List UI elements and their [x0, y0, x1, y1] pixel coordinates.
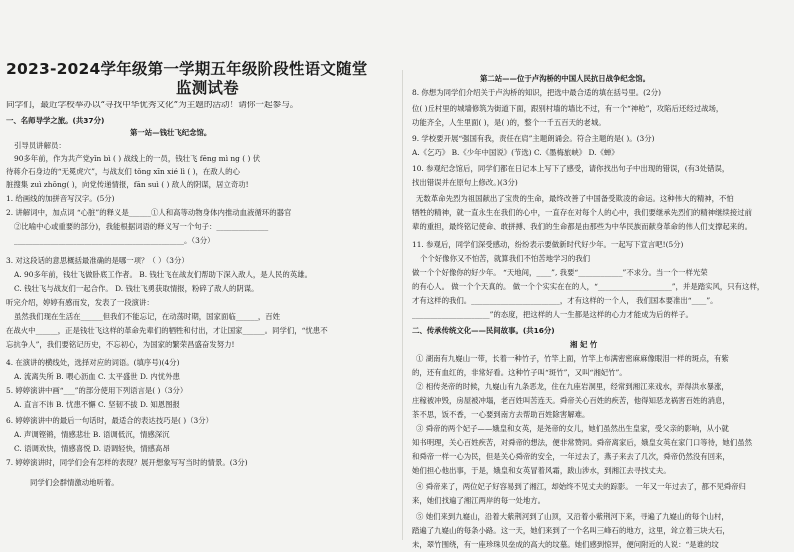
right-lines-text: ⑤ 她们来到九嶷山，沿着大紫荆河到了山顶，又沿着小紫荆河下来，寻遍了九嶷山的每个山村， [416, 512, 729, 521]
left-lines-text: 2. 讲解词中，加点词 “心脏”的释义是______①人和高等动物身体内推动血液循环的器官 [6, 208, 292, 217]
right-lines-text: ② 相传尧帝的时候，九嶷山有九条恶龙，住在九座岩洞里，经常到湘江来戏水，弄得洪水暴涨， [416, 382, 729, 391]
left-lines-text: 忘抗争人”，我们要铭记历史，不忘初心，为国家的繁荣昌盛奋发努力! [6, 340, 235, 349]
right-lines-text: 第二站——位于卢沟桥的中国人民抗日战争纪念馆。 [480, 74, 650, 83]
right-lines-text: 找出错误并在原句上修改。)(3分) [412, 178, 518, 187]
right-lines-text: 11. 参观后，同学们深受感动，纷纷表示要做新时代好少年。一起写下宣言吧!(5分) [412, 240, 684, 249]
right-lines-text: 的有心人。 做一个个天真的。 做一个个实实在在的人，“____________________”，并是踏实风，只有这样， [412, 282, 765, 291]
left-lines-text: C. 语调欢快，情感喜悦 D. 语调轻快，情感高昂 [14, 444, 170, 453]
left-lines-text: 一、名师导学之旅。(共37分) [6, 116, 105, 125]
left-lines-text: 脏搜集 zuì zhōng( )，向党传递情报，fān suì ( ) 敌人的阴谋，居立奇功! [6, 180, 249, 189]
left-lines-text: ②比喻中心或重要的部分)，我能根据词语的释义写一个句子：______________ [14, 222, 269, 231]
left-lines-text: 听完介绍，婷婷有感而发，发表了一段演讲： [6, 298, 154, 307]
right-lines-text: ④ 舜帝来了，两位妃子好容易到了湘江，却始终不见丈夫的踪影。 一年又一年过去了，都不见舜帝归 [416, 482, 746, 491]
left-lines-text: ______________________________________________。（3分） [14, 236, 215, 245]
right-lines-text: 8. 你想为同学们介绍关于卢沟桥的知识，把选中最合适的填在括号里。(2分) [412, 88, 661, 97]
right-lines-text: 位( )丘村里的城墙修筑为街道下面，跟别村墙的墙比不过，有一个“神枪”，攻陷后还经过战场， [412, 104, 724, 113]
right-lines-text: _____________________”的态度，把这样的人一生都是这样的心力才能成为后的样子。 [412, 310, 693, 319]
right-lines-text: 功能齐全，人生里面( )，是( )的，整个一千五百天的老城。 [412, 118, 606, 127]
right-lines-text: 辈的重担，最终铭记使命、敢拼搏、我们的生命都是由那些为中华民族而献身革命的伟人们支撑起来的。 [412, 222, 752, 231]
intro-text: 同学们，最近学校举办以“寻找中华优秀文化”为主题的活动！请你一起参与。 [6, 101, 299, 110]
right-lines-text: 来，她们找遍了湘江两岸的每一处地方。 [412, 496, 546, 505]
page-title-line1: 2023-2024学年级第一学期五年级阶段性语文随堂 [6, 60, 368, 78]
right-lines-text: 无数革命先烈为祖国献出了宝贵的生命，最终改善了中国备受欺凌的命运。这种伟大的精神，不怕 [416, 194, 734, 203]
right-lines-text: 她们担心他出事，于是，娥皇和女英冒着风霜，跋山涉水，到湘江去寻找丈夫。 [412, 466, 671, 475]
left-lines-text: 7. 婷婷演讲时，同学们会有怎样的表现？展开想象写写当时的情景。(3分) [6, 458, 248, 467]
left-lines-text: 引导员讲解员： [14, 141, 66, 150]
left-lines-text: A. 直言不讳 B. 忧患不懈 C. 坚韧不拔 D. 知恩图报 [14, 400, 180, 409]
left-lines-text: 90多年前，作为共产党yǐn bì ( ) 战线上的一员，钱壮飞 fēng mì ng ( ) 伏 [14, 154, 261, 163]
left-lines-text: A. 流离失所 B. 喂心沥血 C. 太平盛世 D. 内忧外患 [14, 372, 180, 381]
left-lines-text: 第一站—钱壮飞纪念馆。 [130, 128, 212, 137]
right-lines-text: ① 湖南有九嶷山一带，长着一种竹子，竹竿上面，竹竿上布满密密麻麻像眼泪一样的斑点，有紫 [416, 354, 729, 363]
right-lines-text: 牺牲的精神，就一直永生在我们的心中，一直存在对每个人的心中，我们要继承先烈们的精神继续接过前 [412, 208, 752, 217]
right-lines-text: 湘 妃 竹 [570, 340, 598, 349]
left-lines-text: 在战火中______，正是钱壮飞这样的革命先辈们的牺牲和付出，才让国家______。同学们，“忧患不 [6, 326, 328, 335]
page-fold-line [402, 70, 403, 540]
right-lines-text: 10. 参观纪念馆后，同学们都在日记本上写下了感受，请你找出句子中出现的错误，(有3处错误， [412, 164, 730, 173]
left-lines-text: 待蒋介石身边的“无冕虎穴”，与战友们 tǒng xīn xié lì ( )，在敌人的心 [6, 167, 240, 176]
left-lines-text: 5. 婷婷演讲中画“___”的部分使用下列语言是( )（3分） [6, 386, 188, 395]
right-lines-text: 未，翠竹围绕，有一座珍珠贝垒成的高大的坟墓。她们感到惊异，便问附近的人说：“是谁的坟 [412, 540, 719, 549]
right-lines-text: 踏遍了九嶷山的每条小路。这一天，她们来到了一个名叫三峰石的地方，这里，耸立着三块大石， [412, 526, 730, 535]
left-lines-text: 6. 婷婷演讲中的最后一句话时，最适合的表达技巧是( )（3分） [6, 416, 213, 425]
right-lines-text: 庄稼被冲毁，房屋被冲塌，老百姓叫苦连天。舜帝关心百姓的疾苦，他得知恶龙祸害百姓的消息， [412, 396, 730, 405]
right-lines-text: 做一个个好像你的好少年。 “天地间，____”, 我要“____________”不求分。当一个一样光荣 [412, 268, 708, 277]
right-lines-text: 9. 学校要开展“强国有我，责任在肩”主题朗诵会。符合主题的是( )。(3分) [412, 134, 655, 143]
right-lines-text: 二、传承传统文化——民间故事。(共16分) [412, 326, 555, 335]
right-lines-text: 个个好像你又不怕苦，就算我们不怕苦地学习的我们 [420, 254, 590, 263]
right-lines-text: 才有这样的我们。________________________，才有这样的一个人， 我们国本要准出“____”。 [412, 296, 718, 305]
right-lines-text: 和舜帝一样一心为民，但是关心舜帝的安全，一年过去了，燕子来去了几次，舜帝仍然没有回来， [412, 452, 730, 461]
left-lines-text: 1. 给画线的加拼音写汉字。(5分) [6, 194, 115, 203]
right-lines-text: 知书明理，关心百姓疾苦，对舜帝的想法，便非常赞同。舜帝离家后，娥皇女英在家门口等待，她们虽然 [412, 438, 752, 447]
right-lines-text: ③ 舜帝的两个妃子——娥皇和女英，是尧帝的女儿，她们虽然出生皇家，受父亲的影响，从小就 [416, 424, 729, 433]
right-lines-text: A.《乞巧》 B.《少年中国说》(节选) C.《墨梅旅峡》 D.《蝉》 [412, 148, 619, 157]
left-lines-text: 4. 在演讲的横线处，选择对应的词语。(填序号)(4分) [6, 358, 180, 367]
left-lines-text: 3. 对这段话的意思概括最准确的是哪一项？（ ）（3分） [6, 256, 189, 265]
right-lines-text: 茶不思，饭不香，一心要到南方去帮助百姓除害解难。 [412, 410, 590, 419]
left-lines-text: C. 钱壮飞与战友们一起合作。 D. 钱壮飞勇获取情报，粉碎了敌人的阴谋。 [14, 284, 259, 293]
left-lines-text: A. 声调铿锵，情感悲壮 B. 语调低沉，情感深沉 [14, 430, 170, 439]
left-lines-text: A. 90多年前，钱壮飞做卧底工作者。 B. 钱壮飞在战友们帮助下深入敌人，是人民的英雄。 [14, 270, 312, 279]
right-lines-text: 的，还有血红的，非常好看。这种竹子叫“斑竹”，又叫“湘妃竹”。 [412, 368, 627, 377]
page-title-line2: 监测试卷 [176, 79, 239, 97]
left-lines-text: 同学们会群情激动地听着。 [30, 478, 119, 487]
left-lines-text: 虽然我们现在生活在______但我们不能忘记，在动荡时期，国家面临______，百姓 [14, 312, 281, 321]
